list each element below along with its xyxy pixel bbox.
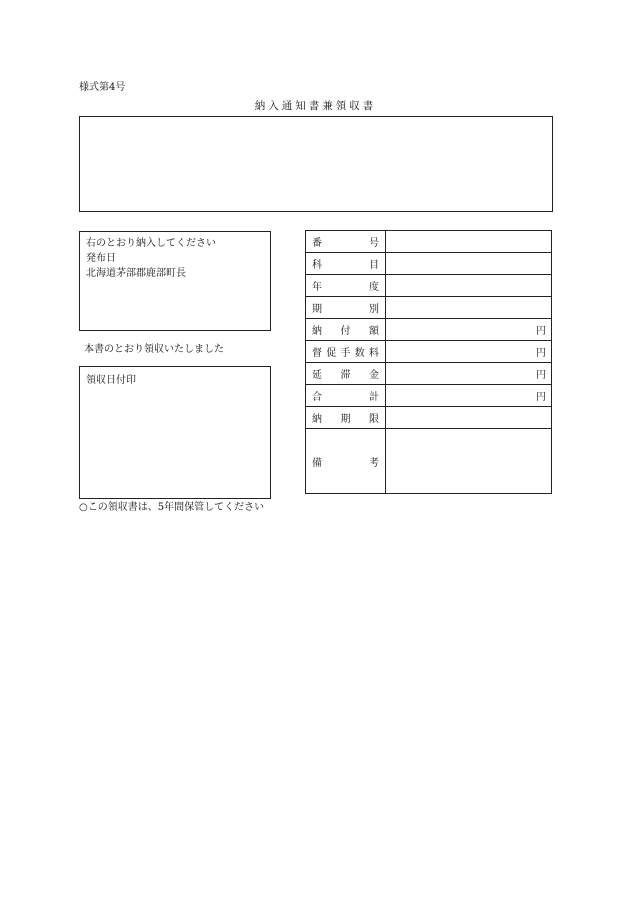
table-row: [306, 385, 552, 407]
row-value-period: [386, 297, 552, 319]
notice-box: [79, 231, 271, 331]
row-value-reminder-fee: 円: [386, 341, 552, 363]
row-label-period: 期別: [306, 297, 386, 319]
receipt-stamp-box: [79, 366, 271, 499]
footer-note: ○この領収書は、5年間保管してください: [79, 502, 265, 513]
row-label-due-date: 納期限: [306, 407, 386, 429]
address-box: [79, 116, 553, 212]
table-row: [306, 297, 552, 319]
receipt-note: 本書のとおり領収いたしました: [84, 344, 224, 355]
table-row: [306, 275, 552, 297]
row-label-number: 番号: [306, 231, 386, 253]
row-value-due-date: [386, 407, 552, 429]
notice-request-text: 右のとおり納入してください: [86, 238, 216, 249]
receipt-stamp-label: 領収日付印: [86, 375, 136, 386]
row-label-late-fee: 延滞金: [306, 363, 386, 385]
table-row: [306, 231, 552, 253]
table-row: [306, 253, 552, 275]
row-value-total: 円: [386, 385, 552, 407]
form-number: 様式第4号: [79, 82, 126, 93]
row-label-fiscal-year: 年度: [306, 275, 386, 297]
row-label-payment-amount: 納付額: [306, 319, 386, 341]
row-value-payment-amount: 円: [386, 319, 552, 341]
document-title: 納入通知書兼領収書: [254, 100, 377, 112]
row-label-remarks: 備考: [306, 429, 386, 494]
row-value-remarks: [386, 429, 552, 494]
table-row: [306, 429, 552, 494]
row-label-total: 合計: [306, 385, 386, 407]
row-label-reminder-fee: 督促手数料: [306, 341, 386, 363]
row-label-subject: 科目: [306, 253, 386, 275]
table-row: [306, 319, 552, 341]
issuer-name: 北海道茅部郡鹿部町長: [86, 268, 186, 279]
detail-table: [305, 230, 552, 494]
issue-date-label: 発布日: [86, 253, 116, 264]
table-row: [306, 407, 552, 429]
table-row: [306, 341, 552, 363]
row-value-subject: [386, 253, 552, 275]
row-value-late-fee: 円: [386, 363, 552, 385]
row-value-fiscal-year: [386, 275, 552, 297]
row-value-number: [386, 231, 552, 253]
table-row: [306, 363, 552, 385]
